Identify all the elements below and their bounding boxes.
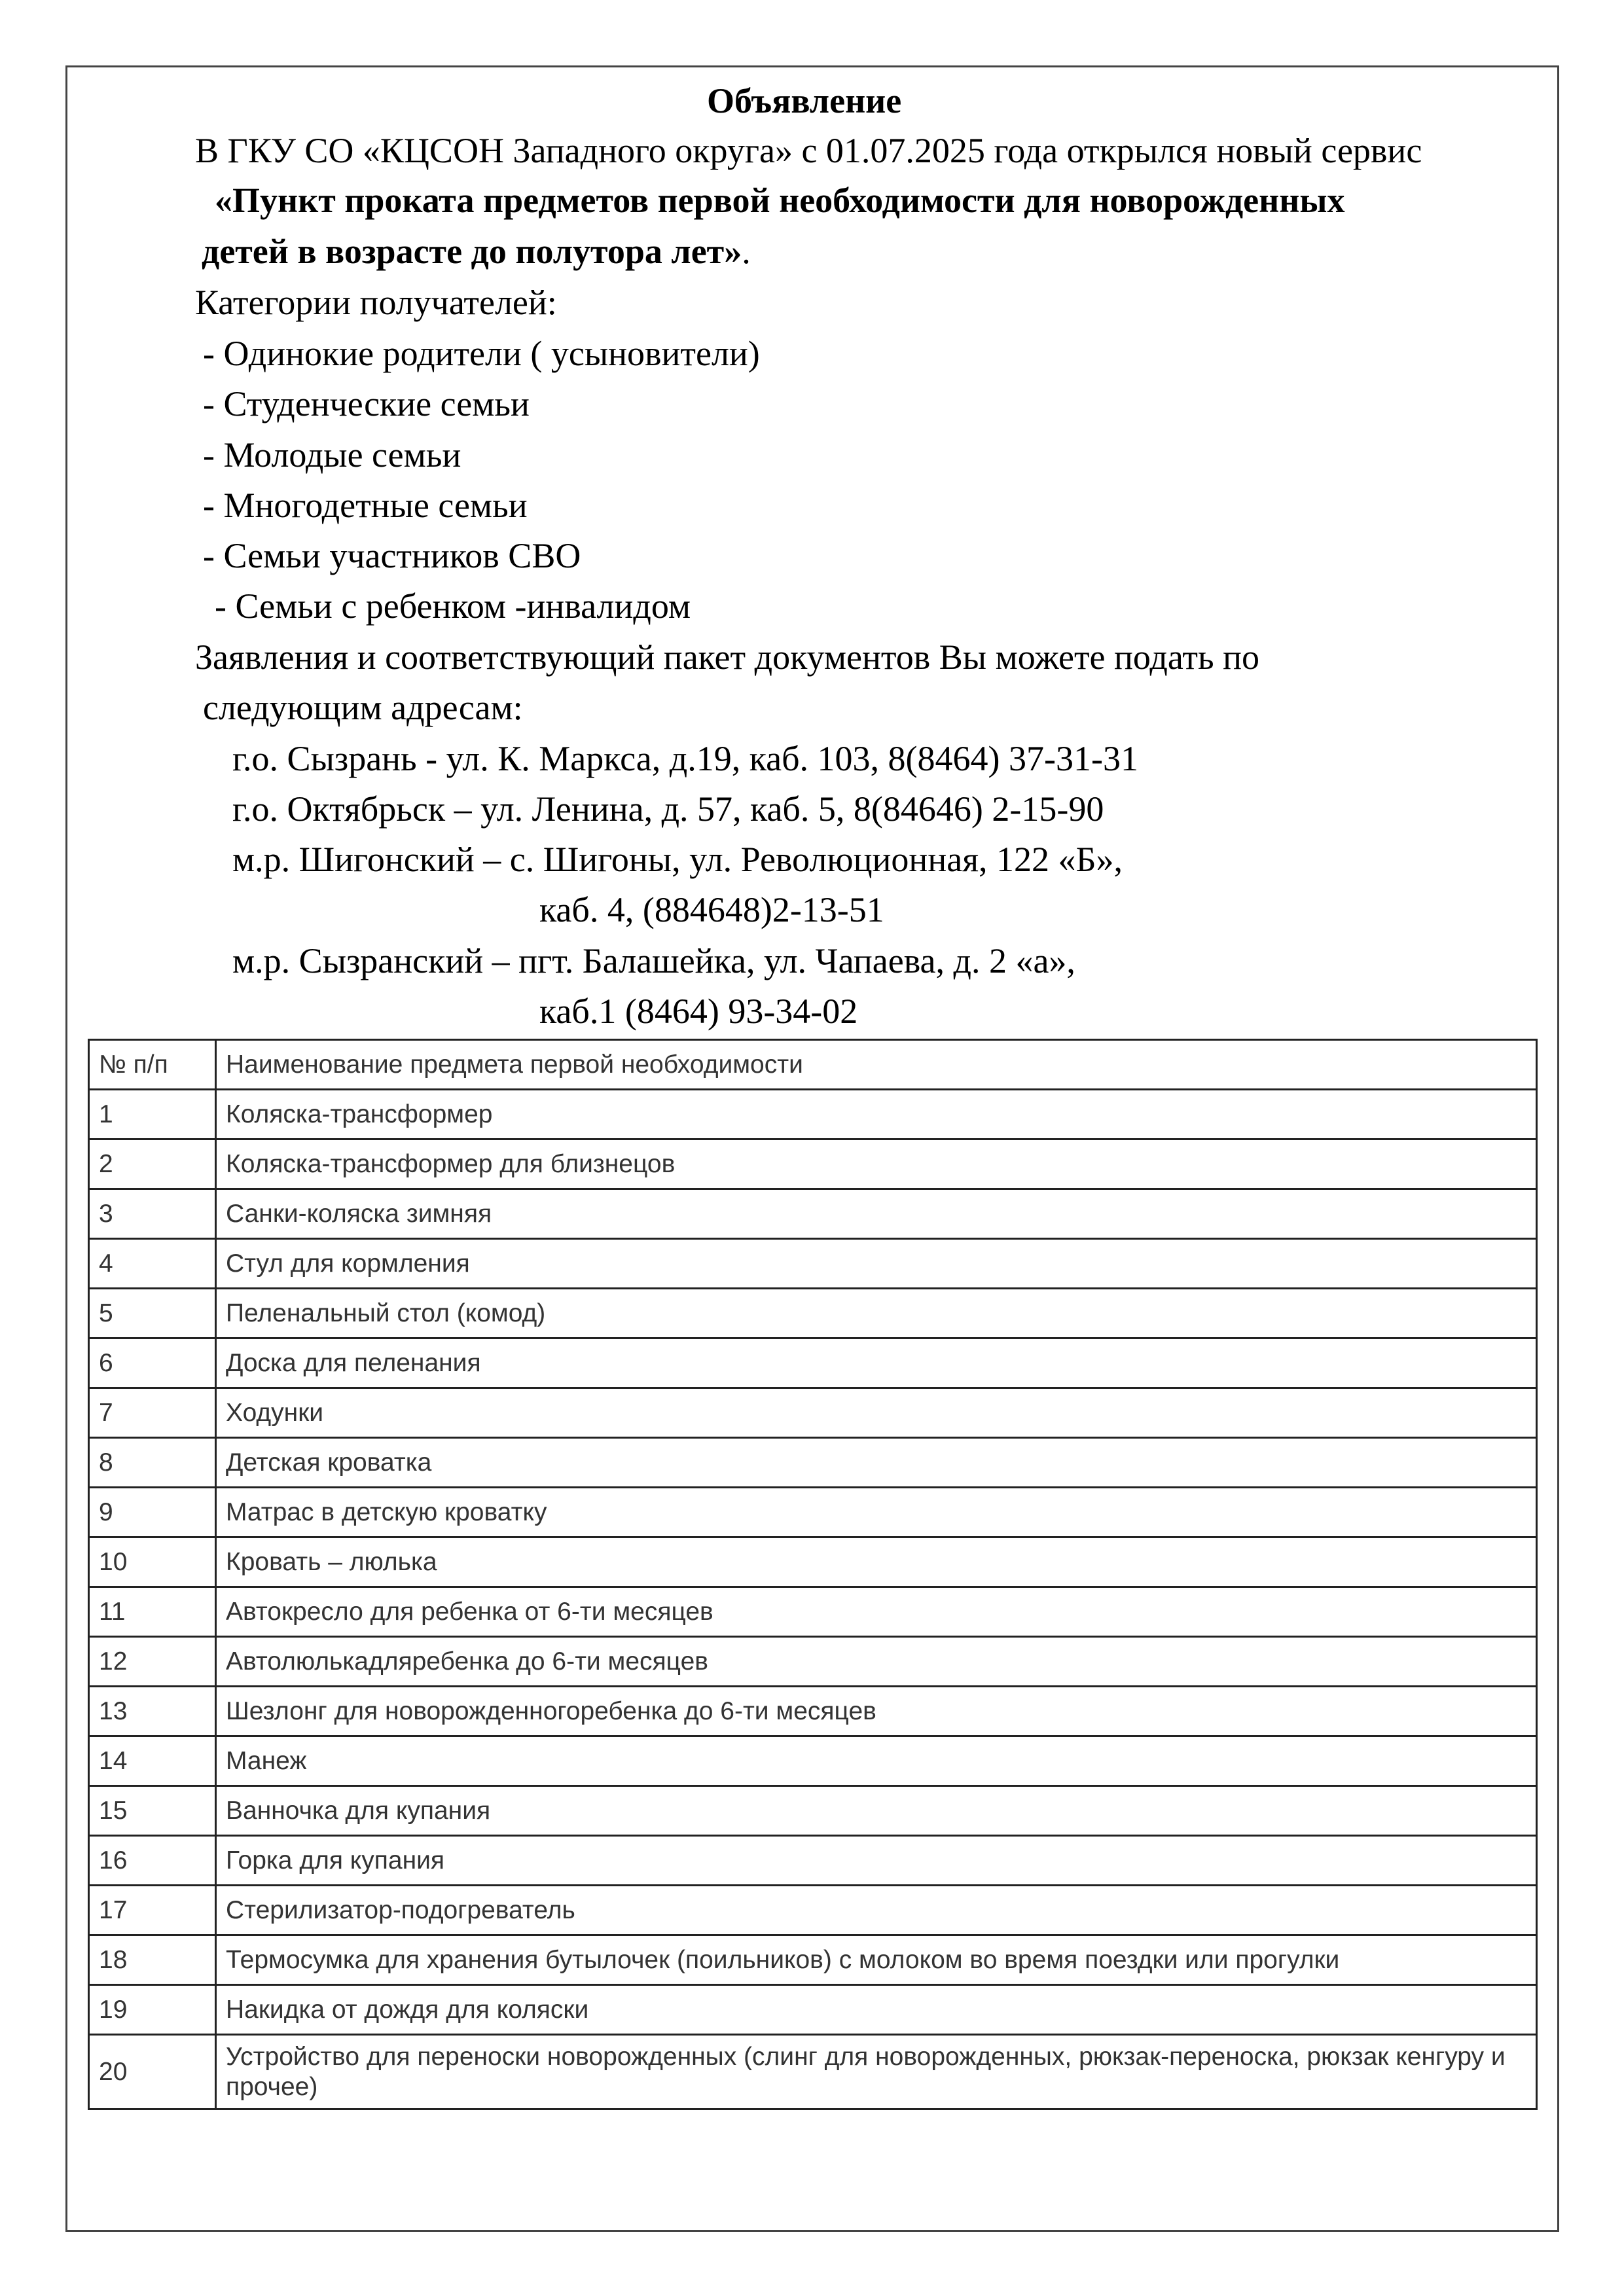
row-name: Коляска-трансформер для близнецов (216, 1139, 1537, 1189)
table-header-row (89, 1040, 1537, 1090)
row-name: Манеж (216, 1736, 1537, 1786)
table-row (89, 2035, 1537, 2109)
service-name-line2-wrap (202, 230, 751, 272)
row-name: Детская кроватка (216, 1438, 1537, 1488)
table-row (89, 1338, 1537, 1388)
category-item: - Семьи участников СВО (203, 536, 581, 575)
table-row (89, 1289, 1537, 1338)
address-line: каб.1 (8464) 93-34-02 (539, 992, 858, 1031)
row-name: Накидка от дождя для коляски (216, 1985, 1537, 2035)
row-num: 19 (89, 1985, 216, 2035)
category-item: - Молодые семьи (203, 435, 461, 475)
row-num: 8 (89, 1438, 216, 1488)
row-num: 20 (89, 2035, 216, 2109)
service-name-line2: детей в возрасте до полутора лет» (202, 232, 742, 271)
row-name: Ванночка для купания (216, 1786, 1537, 1836)
announcement-title: Объявление (707, 81, 902, 120)
table-row (89, 1637, 1537, 1687)
table-row (89, 1687, 1537, 1736)
row-num: 15 (89, 1786, 216, 1836)
address-line: каб. 4, (884648)2-13-51 (539, 890, 884, 929)
address-line: м.р. Сызранский – пгт. Балашейка, ул. Чапаева, д. 2 «а», (232, 941, 1075, 980)
row-num: 2 (89, 1139, 216, 1189)
service-name-line1: «Пункт проката предметов первой необходимости для новорожденных (215, 181, 1345, 220)
row-name: Ходунки (216, 1388, 1537, 1438)
row-name: Доска для пеленания (216, 1338, 1537, 1388)
table-row (89, 1836, 1537, 1886)
row-num: 12 (89, 1637, 216, 1687)
row-num: 16 (89, 1836, 216, 1886)
table-row (89, 1537, 1537, 1587)
addresses-intro-line2: следующим адресам: (203, 688, 523, 727)
table-row (89, 1090, 1537, 1139)
row-name: Пеленальный стол (комод) (216, 1289, 1537, 1338)
row-name: Матрас в детскую кроватку (216, 1488, 1537, 1537)
row-num: 14 (89, 1736, 216, 1786)
address-line: м.р. Шигонский – с. Шигоны, ул. Революционная, 122 «Б», (232, 840, 1123, 879)
category-item: - Многодетные семьи (203, 486, 528, 525)
category-item: - Семьи с ребенком -инвалидом (215, 586, 691, 626)
row-num: 10 (89, 1537, 216, 1587)
table-row (89, 1139, 1537, 1189)
row-name: Устройство для переноски новорожденных (слинг для новорожденных, рюкзак-переноска, рюкзак кенгуру и прочее) (216, 2035, 1537, 2109)
row-num: 1 (89, 1090, 216, 1139)
row-num: 5 (89, 1289, 216, 1338)
table-row (89, 1736, 1537, 1786)
row-name: Стерилизатор-подогреватель (216, 1886, 1537, 1935)
row-num: 4 (89, 1239, 216, 1289)
row-name: Стул для кормления (216, 1239, 1537, 1289)
row-num: 11 (89, 1587, 216, 1637)
table-row (89, 1886, 1537, 1935)
table-row (89, 1388, 1537, 1438)
address-line: г.о. Сызрань - ул. К. Маркса, д.19, каб. 103, 8(8464) 37-31-31 (232, 739, 1138, 778)
row-num: 6 (89, 1338, 216, 1388)
categories-heading: Категории получателей: (195, 283, 557, 322)
service-name-end: . (742, 232, 751, 271)
table-row (89, 1935, 1537, 1985)
row-name: Шезлонг для новорожденногоребенка до 6-ти месяцев (216, 1687, 1537, 1736)
table-row (89, 1189, 1537, 1239)
row-name: Санки-коляска зимняя (216, 1189, 1537, 1239)
row-name: Автолюлькадляребенка до 6-ти месяцев (216, 1637, 1537, 1687)
row-name: Термосумка для хранения бутылочек (поильников) с молоком во время поездки или прогулки (216, 1935, 1537, 1985)
table-row (89, 1239, 1537, 1289)
table-row (89, 1985, 1537, 2035)
row-name: Кровать – люлька (216, 1537, 1537, 1587)
table-row (89, 1488, 1537, 1537)
row-num: 3 (89, 1189, 216, 1239)
table-row (89, 1587, 1537, 1637)
category-item: - Одинокие родители ( усыновители) (203, 334, 760, 373)
row-num: 9 (89, 1488, 216, 1537)
table-row (89, 1786, 1537, 1836)
addresses-intro-line1: Заявления и соответствующий пакет документов Вы можете подать по (195, 637, 1260, 677)
address-line: г.о. Октябрьск – ул. Ленина, д. 57, каб. 5, 8(84646) 2-15-90 (232, 789, 1104, 829)
table-row (89, 1438, 1537, 1488)
category-item: - Студенческие семьи (203, 384, 530, 423)
row-num: 7 (89, 1388, 216, 1438)
intro-line: В ГКУ СО «КЦСОН Западного округа» с 01.07.2025 года открылся новый сервис (195, 131, 1422, 170)
row-num: 17 (89, 1886, 216, 1935)
row-num: 13 (89, 1687, 216, 1736)
header-name: Наименование предмета первой необходимости (216, 1040, 1537, 1090)
items-table (88, 1039, 1538, 2110)
row-num: 18 (89, 1935, 216, 1985)
row-name: Горка для купания (216, 1836, 1537, 1886)
row-name: Автокресло для ребенка от 6-ти месяцев (216, 1587, 1537, 1637)
header-num: № п/п (89, 1040, 216, 1090)
row-name: Коляска-трансформер (216, 1090, 1537, 1139)
